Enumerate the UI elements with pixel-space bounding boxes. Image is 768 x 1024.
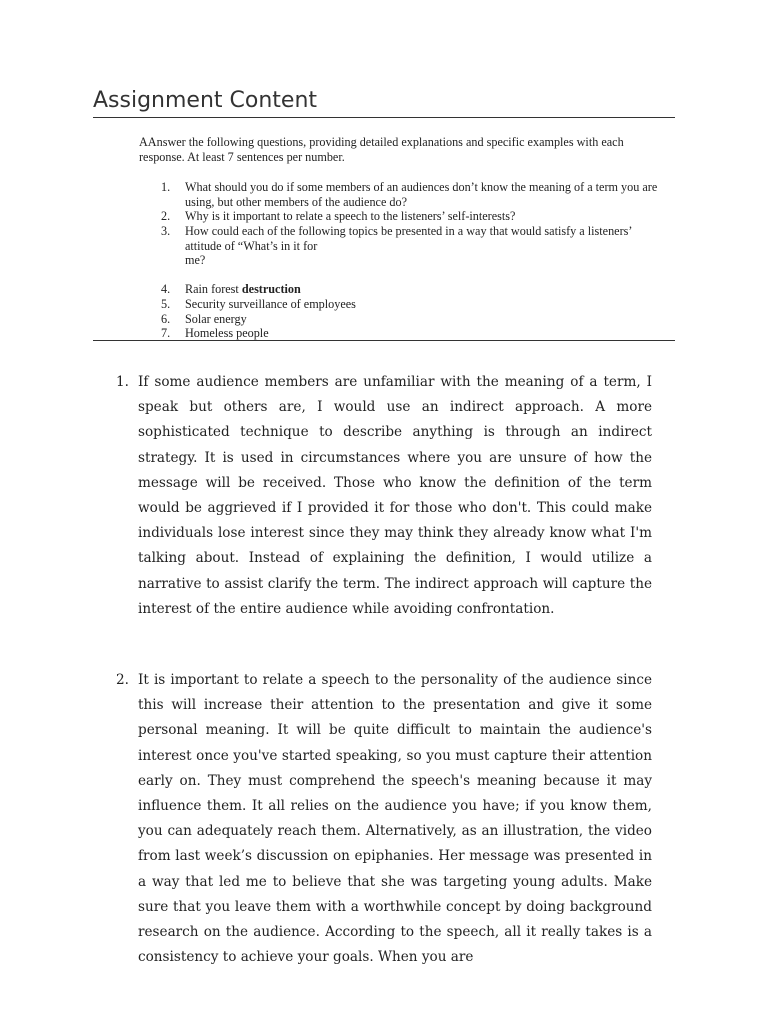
question-number: 1. bbox=[161, 180, 171, 194]
question-number: 6. bbox=[161, 312, 171, 326]
question-number: 7. bbox=[161, 326, 171, 340]
question-text-bold: destruction bbox=[241, 282, 301, 296]
question-text-plain: Rain forest bbox=[185, 282, 242, 296]
question-text: Homeless people bbox=[185, 326, 269, 340]
question-text-continuation: me? bbox=[185, 253, 206, 267]
answer-number: 2. bbox=[116, 672, 129, 688]
question-number: 2. bbox=[161, 209, 171, 223]
question-number: 3. bbox=[161, 224, 171, 238]
question-text: Why is it important to relate a speech to the listeners’ self-interests? bbox=[185, 209, 516, 223]
question-text bbox=[185, 282, 675, 297]
page-title: Assignment Content bbox=[93, 88, 318, 113]
question-text: Security surveillance of employees bbox=[185, 297, 356, 311]
questions-divider bbox=[93, 340, 675, 341]
answer-number: 1. bbox=[116, 374, 129, 390]
question-text: How could each of the following topics be presented in a way that would satisfy a listeners’ attitude of “What’s in it for bbox=[185, 224, 632, 253]
answer-text: It is important to relate a speech to the personality of the audience since this will increase their attention to the presentation and give it some personal meaning. It will be quite difficult to maintain the audience's interest once you've started speaking, so you must capture their attention early on. They must comprehend the speech's meaning because it may influence them. It all relies on the audience you have; if you know them, you can adequately reach them. Alternatively, as an illustration, the video from last week’s discussion on epiphanies. Her message was presented in a way that led me to believe that she was targeting young adults. Make sure that you leave them with a worthwhile concept by doing background research on the audience. According to the speech, all it really takes is a consistency to achieve your goals. When you are bbox=[138, 672, 652, 966]
answer-text: If some audience members are unfamiliar with the meaning of a term, I speak but others are, I would use an indirect approach. A more sophisticated technique to describe anything is through an indirect strategy. It is used in circumstances where you are unsure of how the message will be received. Those who know the definition of the term would be aggrieved if I provided it for those who don't. This could make individuals lose interest since they may think they already know what I'm talking about. Instead of explaining the definition, I would utilize a narrative to assist clarify the term. The indirect approach will capture the interest of the entire audience while avoiding confrontation. bbox=[138, 374, 652, 617]
question-number: 5. bbox=[161, 297, 171, 311]
question-number: 4. bbox=[161, 282, 171, 296]
question-text: What should you do if some members of an audiences don’t know the meaning of a term you are using, but other members of the audience do? bbox=[185, 180, 658, 209]
instructions-text: AAnswer the following questions, providing detailed explanations and specific examples with each response. At least 7 sentences per number. bbox=[139, 135, 624, 164]
question-text: Solar energy bbox=[185, 312, 247, 326]
title-divider bbox=[93, 117, 675, 118]
